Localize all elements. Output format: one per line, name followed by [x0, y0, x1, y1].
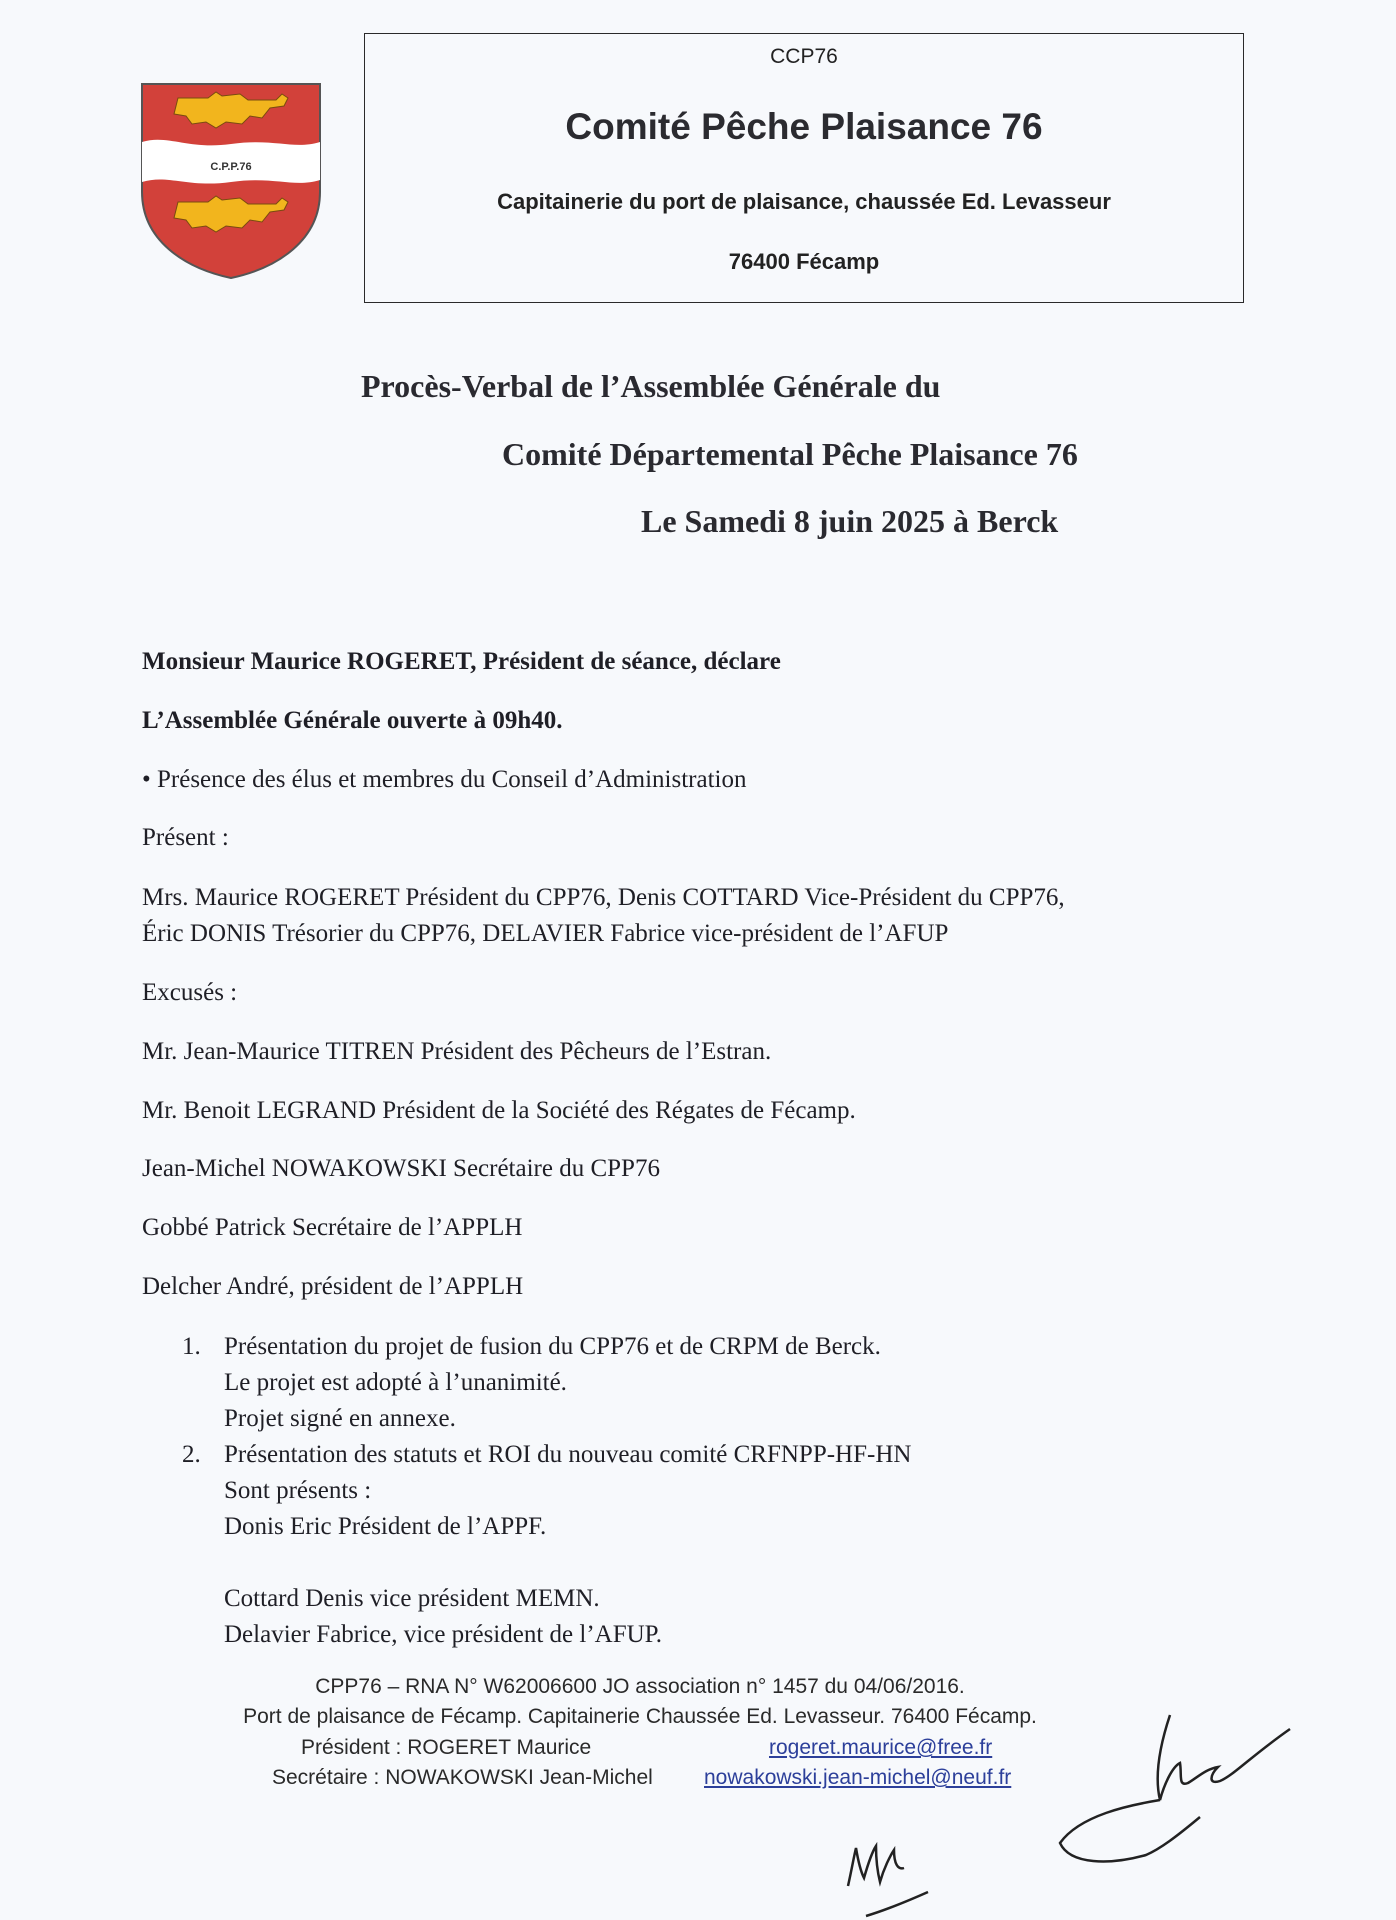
agenda-item-2: [182, 1437, 1182, 1653]
org-city: 76400 Fécamp: [728, 249, 880, 274]
org-code: CCP76: [770, 45, 838, 68]
excused-label: Excusés :: [142, 979, 238, 1006]
opening-line-2: L’Assemblée Générale ouverte à 09h40.: [142, 707, 563, 734]
excused-item: Delcher André, président de l’APPLH: [142, 1273, 524, 1300]
org-address: Capitainerie du port de plaisance, chaussée Ed. Levasseur: [497, 189, 1111, 214]
present-list-line-2: Éric DONIS Trésorier du CPP76, DELAVIER Fabrice vice-président de l’AFUP: [142, 920, 949, 947]
presence-bullet: • Présence des élus et membres du Conseil d’Administration: [142, 766, 747, 793]
excused-item: Mr. Benoit LEGRAND Président de la Société des Régates de Fécamp.: [142, 1097, 856, 1124]
present-list-line-1: Mrs. Maurice ROGERET Président du CPP76, Denis COTTARD Vice-Président du CPP76,: [142, 884, 1065, 911]
excused-item: Jean-Michel NOWAKOWSKI Secrétaire du CPP76: [142, 1155, 660, 1182]
president-signature: [1050, 1705, 1310, 1875]
agenda-number: 2.: [182, 1441, 201, 1468]
present-label: Présent :: [142, 824, 229, 851]
agenda-line: Projet signé en annexe.: [224, 1405, 456, 1432]
agenda-number: 1.: [182, 1333, 201, 1360]
footer-registration: CPP76 – RNA N° W62006600 JO association n° 1457 du 04/06/2016.: [315, 1675, 965, 1698]
org-title: Comité Pêche Plaisance 76: [565, 106, 1043, 147]
secretary-signature: [840, 1808, 950, 1918]
document-title-line-3: Le Samedi 8 juin 2025 à Berck: [641, 503, 1059, 539]
agenda-line: Cottard Denis vice président MEMN.: [224, 1585, 600, 1612]
document-title-line-1: Procès-Verbal de l’Assemblée Générale du: [361, 368, 941, 404]
footer-address: Port de plaisance de Fécamp. Capitainerie Chaussée Ed. Levasseur. 76400 Fécamp.: [243, 1705, 1037, 1728]
president-email-link[interactable]: rogeret.maurice@free.fr: [769, 1736, 993, 1759]
agenda-line: Présentation des statuts et ROI du nouveau comité CRFNPP-HF-HN: [224, 1441, 912, 1468]
document-title-line-2: Comité Départemental Pêche Plaisance 76: [502, 436, 1078, 472]
secretary-email-link[interactable]: nowakowski.jean-michel@neuf.fr: [704, 1766, 1012, 1789]
agenda-list: [182, 1329, 1182, 1653]
opening-line-1: Monsieur Maurice ROGERET, Président de séance, déclare: [142, 648, 781, 675]
agenda-line: Présentation du projet de fusion du CPP76 et de CRPM de Berck.: [224, 1333, 881, 1360]
agenda-line: Donis Eric Président de l’APPF.: [224, 1513, 547, 1540]
agenda-line: Delavier Fabrice, vice président de l’AFUP.: [224, 1621, 663, 1648]
letterhead-box: [364, 33, 1244, 303]
president-label: Président : ROGERET Maurice: [301, 1736, 592, 1759]
agenda-item-1: [182, 1329, 1182, 1437]
agenda-line: Sont présents :: [224, 1477, 372, 1504]
excused-item: Mr. Jean-Maurice TITREN Président des Pêcheurs de l’Estran.: [142, 1038, 772, 1065]
agenda-line: Le projet est adopté à l’unanimité.: [224, 1369, 567, 1396]
cpp76-crest-logo: [138, 80, 324, 280]
excused-item: Gobbé Patrick Secrétaire de l’APPLH: [142, 1214, 523, 1241]
crest-label: C.P.P.76: [210, 161, 252, 173]
secretary-label: Secrétaire : NOWAKOWSKI Jean-Michel: [272, 1766, 653, 1789]
